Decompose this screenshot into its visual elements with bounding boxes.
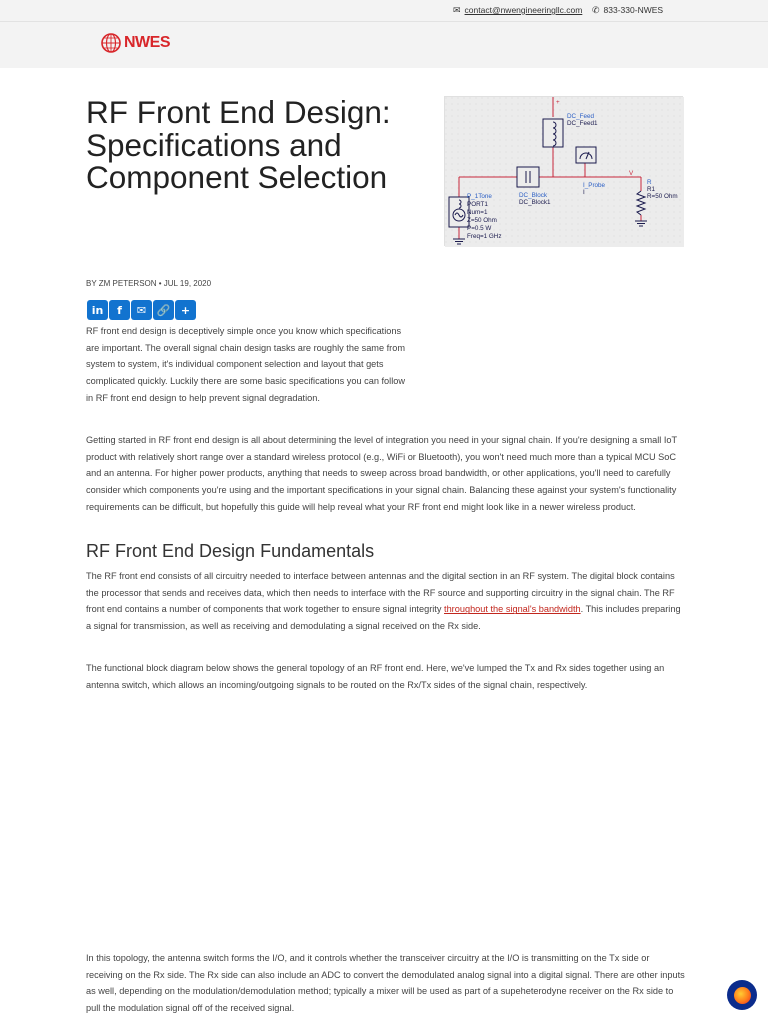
fundamentals-text-b: . This includes preparing a signal for transmission, as well as receiving and demodulating a signal received on the Rx side. [86, 604, 681, 632]
chat-widget-button[interactable] [727, 980, 757, 1010]
dc-block-capacitor [517, 167, 539, 187]
port-freq-label: Freq=1 GHz [467, 233, 502, 240]
current-probe [576, 147, 596, 163]
email-link[interactable] [453, 5, 582, 15]
page-title: RF Front End Design: Specifications and Component Selection [86, 94, 391, 195]
i-probe-i-label: I [583, 189, 585, 196]
i-probe-label: I_Probe [583, 182, 606, 189]
fundamentals-text-a: The RF front end consists of all circuitry needed to interface between antennas and the digital section in an RF system. The digital block contains the processor that sends and receives data, which then needs to interface with the RF source and supporting circuitry in the signal chain. The RF front end contains a number of components that work together to ensure signal integrity [86, 571, 675, 615]
fundamentals-paragraph [86, 568, 686, 635]
dc-block1-label: DC_Block1 [519, 199, 551, 206]
port-num-label: Num=1 [467, 209, 488, 216]
r-value-label: R=50 Ohm [647, 193, 678, 200]
site-header [0, 0, 768, 68]
r1-label: R1 [647, 186, 656, 193]
site-logo[interactable] [100, 30, 170, 56]
node-v-label: V [629, 170, 634, 177]
topology-paragraph: In this topology, the antenna switch forms the I/O, and it controls whether the transceiver circuitry at the I/O is transmitting on the Tx side or receiving on the Rx side. The Rx side can also include an ADC to convert the demodulated analog signal into a digital signal. There are other inputs as well, depending on the modulation/demodulation method; typically a mixer will be used as part of a supeheterodyne receiver on the Rx side to pull the modulation signal off of the received signal. [86, 953, 685, 1014]
dc-feed-label: DC_Feed [567, 113, 594, 120]
top-contact-bar [0, 0, 768, 22]
dc-block-label: DC_Block [519, 192, 547, 199]
phone-link[interactable] [592, 5, 663, 15]
more-share-button[interactable]: + [175, 300, 196, 320]
copy-link-button[interactable]: 🔗 [153, 300, 174, 320]
block-diagram-paragraph: The functional block diagram below shows the general topology of an RF front end. Here, we've lumped the Tx and Rx sides together using an antenna switch, which allows an incoming/outgoing signals to be routed on the Rx/Tx sides of the signal chain, respectively. [86, 663, 665, 690]
port-name-label: P_1Tone [467, 193, 492, 200]
rf-schematic-diagram [445, 97, 684, 247]
phone-text: 833-330-NWES [603, 5, 664, 15]
supply-plus-label: + [556, 99, 560, 106]
bandwidth-link[interactable]: throughout the signal's bandwidth [444, 604, 581, 615]
email-share-button[interactable]: ✉ [131, 300, 152, 320]
r-label: R [647, 179, 652, 186]
port-z-label: Z=50 Ohm [467, 217, 497, 224]
port-source [449, 197, 469, 227]
share-bar [87, 300, 196, 320]
chat-widget-icon [734, 987, 751, 1004]
linkedin-share-button[interactable]: in [87, 300, 108, 320]
section-heading: RF Front End Design Fundamentals [86, 541, 375, 561]
schematic-figure [444, 96, 683, 246]
dc-feed1-label: DC_Feed1 [567, 120, 598, 127]
port-p-label: P=0.5 W [467, 225, 492, 232]
intro-paragraph: RF front end design is deceptively simple once you know which specifications are important. The overall signal chain design tasks are roughly the same from system to system, it's individual component selection and layout that gets complicated quickly. Luckily there are some basic specifications you can follow in RF front end design to help prevent signal degradation. [86, 326, 406, 403]
envelope-icon: ✉ [453, 4, 461, 15]
dc-feed-inductor [543, 119, 563, 147]
email-text: contact@nwengineeringllc.com [464, 5, 583, 15]
port1-label: PORT1 [467, 201, 488, 208]
logo-text: NWES [124, 34, 170, 51]
getting-started-paragraph: Getting started in RF front end design is all about determining the level of integration you need in your signal chain. If you're designing a small IoT product with relatively short range over a standard wireless protocol (e.g., WiFi or Bluetooth), you won't need much more than a typical MCU SoC and an antenna. For higher power products, anything that needs to sweep across broad bandwidth, or other applications, you'll need to carefully consider which components you're using and the important specifications in your signal chain. Balancing these against your system's functionality requirements can be difficult, but hopefully this guide will help reveal what your RF front end might look like in a newer wireless product. [86, 435, 677, 512]
facebook-share-button[interactable]: f [109, 300, 130, 320]
phone-icon: ✆ [592, 4, 600, 15]
article-byline: BY ZM PETERSON • JUL 19, 2020 [86, 279, 212, 288]
globe-icon [100, 31, 122, 55]
